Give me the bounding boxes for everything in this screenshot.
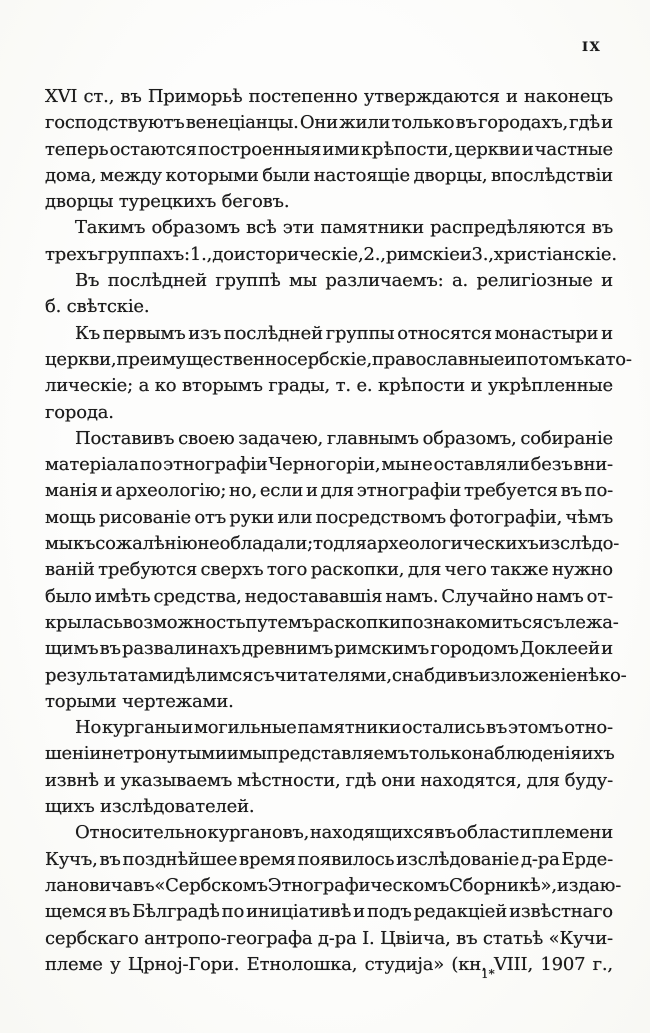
word: ст.,	[83, 86, 115, 107]
word: указываемъ	[120, 769, 233, 791]
word: для	[526, 769, 560, 791]
word: Кучъ,	[45, 848, 98, 870]
word: эти	[282, 217, 315, 239]
word: гдѣ	[345, 769, 377, 791]
word: сверхъ	[200, 559, 264, 581]
word: и	[601, 270, 613, 292]
word: Ерде-	[561, 848, 613, 870]
word: монастыри	[494, 322, 599, 344]
word: только	[409, 743, 472, 765]
text-line	[45, 663, 627, 689]
page-number: IX	[582, 40, 602, 55]
word: не	[197, 533, 220, 555]
word: въ	[485, 717, 508, 739]
word: ими	[322, 138, 360, 160]
word: крылась	[45, 611, 123, 633]
word: вни-	[573, 454, 613, 476]
word: Такимъ	[75, 217, 146, 239]
word: древнимъ	[241, 638, 334, 660]
text-line: дворцы турецкихъ беговъ.	[45, 191, 290, 213]
word: а	[138, 375, 150, 397]
word: лановича	[45, 874, 134, 896]
word: церкви,	[45, 348, 117, 370]
word: мѣстности,	[237, 769, 341, 791]
word: христіанскіе.	[493, 243, 617, 265]
word: Црној-Гори.	[127, 953, 240, 975]
word: этомъ	[508, 717, 564, 739]
word: ко	[154, 375, 177, 397]
word: изложеніе	[478, 664, 577, 686]
word: памятники	[320, 217, 424, 239]
word: церкви	[454, 138, 521, 160]
word: построенныя	[197, 138, 322, 160]
text-line	[45, 584, 613, 610]
word: венеціанцы.	[185, 112, 299, 134]
word: образомъ,	[422, 427, 517, 449]
word: путемъ	[245, 611, 313, 633]
word: нужно	[551, 559, 613, 581]
text-line	[45, 952, 613, 978]
word: и	[103, 769, 116, 791]
word: памятники	[297, 717, 401, 739]
word: вторымъ	[181, 375, 263, 397]
word: гдѣ	[569, 112, 600, 134]
word: къ	[72, 533, 96, 555]
word: изъ	[188, 322, 221, 344]
word: въ	[455, 112, 477, 134]
word: иниціативѣ	[246, 901, 352, 923]
word: племе	[45, 953, 103, 975]
word: Цвіича,	[380, 927, 451, 949]
word: недостававшія	[244, 585, 383, 607]
word: этнографіи	[356, 480, 462, 502]
word: послѣдней	[223, 322, 323, 344]
text-line: щихъ изслѣдователей.	[45, 796, 255, 818]
word: могильные	[193, 717, 297, 739]
word: Относительно	[75, 822, 207, 844]
word: и	[504, 348, 517, 370]
word: укрѣпленные	[487, 375, 613, 397]
word: племени	[531, 822, 613, 844]
word: религіозные	[476, 270, 593, 292]
word: матеріала	[45, 454, 139, 476]
word: всѣ	[246, 217, 277, 239]
word: православные	[372, 348, 505, 370]
word: и	[470, 375, 483, 397]
word: задачею,	[238, 427, 323, 449]
word: чего	[444, 559, 487, 581]
word: курганы	[101, 717, 181, 739]
word: намъ.	[385, 585, 439, 607]
word: развалинахъ	[122, 638, 241, 660]
word: студија»	[364, 953, 445, 975]
word: въ	[108, 901, 131, 923]
word: они	[381, 769, 416, 791]
text-line	[45, 452, 613, 478]
word: находящихся	[309, 822, 435, 844]
word: е.	[356, 375, 373, 397]
word: собираніе	[520, 427, 613, 449]
word: утверждаются	[363, 86, 500, 107]
word: и	[521, 138, 534, 160]
word: г.,	[592, 953, 613, 975]
word: Но	[75, 717, 102, 739]
word: 1907	[540, 953, 586, 975]
word: Доклеей	[519, 638, 600, 660]
word: XVI	[45, 86, 78, 107]
word: дома,	[45, 164, 97, 186]
word: и	[459, 243, 472, 265]
word: своею	[178, 427, 235, 449]
word: римскимъ	[334, 638, 429, 660]
word: представляемъ	[266, 743, 409, 765]
text-line	[45, 505, 613, 531]
word: нетронутыми	[101, 743, 227, 765]
word: крѣпости	[378, 375, 465, 397]
word: като-	[583, 348, 632, 370]
word: и	[601, 322, 613, 344]
word: въ	[99, 848, 121, 870]
word: только	[391, 112, 455, 134]
word: результатами	[45, 664, 174, 686]
word: группѣ	[215, 270, 281, 292]
word: снабдивъ	[391, 664, 479, 686]
word: мы	[45, 533, 73, 555]
word: фотографіи,	[449, 506, 563, 528]
word: изслѣдованіе	[396, 848, 520, 870]
word: І.	[362, 927, 375, 949]
word: по	[221, 901, 245, 923]
word: настоящіе	[313, 164, 410, 186]
word: Етнолошка,	[246, 953, 358, 975]
word: того	[266, 559, 308, 581]
word: также	[490, 559, 549, 581]
word: дѣлимся	[173, 664, 254, 686]
word: д-ра	[521, 848, 560, 870]
word: мощь	[45, 506, 96, 528]
word: сожалѣнію	[95, 533, 198, 555]
word: съ	[253, 664, 275, 686]
word: находятся,	[420, 769, 522, 791]
word: т.	[335, 375, 351, 397]
word: и	[601, 112, 613, 134]
word: дворцы,	[413, 164, 488, 186]
word: буду-	[564, 769, 613, 791]
word: относятся	[397, 322, 492, 344]
word: для	[407, 559, 442, 581]
word: сербскаго	[45, 927, 139, 949]
text-line	[45, 741, 613, 767]
word: въ	[560, 480, 582, 502]
text-line	[45, 347, 632, 373]
word: но,	[229, 480, 257, 502]
word: мы	[238, 743, 267, 765]
word: господствуютъ	[45, 112, 185, 134]
word: посредствомъ	[315, 506, 446, 528]
word: ваній	[45, 559, 95, 581]
word: Бѣлградѣ	[132, 901, 220, 923]
word: не	[410, 454, 433, 476]
signature-mark: 1*	[481, 967, 495, 981]
word: теперь	[45, 138, 109, 160]
word: кургановъ,	[207, 822, 310, 844]
text-line	[45, 531, 620, 557]
word: нѣко-	[576, 664, 627, 686]
text-line	[45, 926, 613, 952]
word: археологическихъ	[366, 533, 539, 555]
word: для	[320, 480, 354, 502]
word: Въ	[75, 270, 100, 292]
word: археологію;	[115, 480, 227, 502]
word: послѣдней	[107, 270, 207, 292]
text-line	[45, 847, 613, 873]
word: съ	[543, 611, 565, 633]
word: доисторическіе,	[212, 243, 364, 265]
word: для	[333, 533, 367, 555]
word: (кн.	[451, 953, 487, 975]
word: и	[353, 901, 365, 923]
word: и	[601, 638, 613, 660]
text-line	[45, 610, 619, 636]
text-line: б. свѣтскіе.	[45, 296, 150, 318]
word: жили	[339, 112, 391, 134]
word: издаю-	[556, 874, 622, 896]
word: Сборникѣ»,	[449, 874, 557, 896]
text-line	[45, 242, 617, 268]
word: если	[259, 480, 304, 502]
text-line	[45, 636, 613, 662]
text-line	[45, 873, 622, 899]
word: читателями,	[274, 664, 392, 686]
word: наконецъ	[524, 86, 613, 107]
word: Черногоріи,	[268, 454, 381, 476]
text-line: торыми чертежами.	[45, 690, 234, 712]
word: въ	[120, 86, 142, 107]
word: у	[110, 953, 121, 975]
word: постепенно	[248, 86, 358, 107]
word: раскопки	[312, 611, 401, 633]
word: наблюденія	[471, 743, 582, 765]
word: д-ра	[317, 927, 357, 949]
word: этнографіи	[163, 454, 268, 476]
text-line	[45, 215, 613, 241]
word: образомъ	[151, 217, 240, 239]
word: въ	[434, 822, 456, 844]
word: Приморьѣ	[147, 86, 243, 107]
text-line	[45, 373, 613, 399]
word: редакціей	[413, 901, 508, 923]
word: ихъ	[581, 743, 615, 765]
word: и	[100, 480, 113, 502]
word: различаемъ:	[325, 270, 444, 292]
word: извѣстнаго	[509, 901, 613, 923]
word: щимъ	[45, 638, 99, 660]
word: намъ	[536, 585, 584, 607]
text-line	[45, 321, 613, 347]
word: раскопки,	[310, 559, 405, 581]
word: лическіе;	[45, 375, 133, 397]
word: обладали;	[219, 533, 313, 555]
word: шеніи	[45, 743, 102, 765]
word: въ	[456, 927, 478, 949]
word: мы	[381, 454, 410, 476]
word: Поставивъ	[75, 427, 175, 449]
word: антропо-географа	[144, 927, 313, 949]
word: области	[456, 822, 532, 844]
word: 1.,	[189, 243, 213, 265]
word: первымъ	[102, 322, 186, 344]
word: безъ	[530, 454, 573, 476]
word: въ	[133, 874, 155, 896]
word: группы	[325, 322, 395, 344]
word: отъ	[194, 506, 226, 528]
word: было	[45, 585, 92, 607]
word: или	[277, 506, 313, 528]
word: 3.,	[471, 243, 494, 265]
word: «Кучи-	[548, 927, 613, 949]
word: по-	[584, 480, 613, 502]
word: между	[99, 164, 162, 186]
word: и	[226, 743, 239, 765]
word: распредѣляются	[430, 217, 586, 239]
word: главнымъ	[326, 427, 419, 449]
word: рисованіе	[99, 506, 191, 528]
word: возможность	[122, 611, 246, 633]
word: манія	[45, 480, 98, 502]
word: статьѣ	[482, 927, 544, 949]
word: изслѣдо-	[538, 533, 620, 555]
word: появилось	[297, 848, 395, 870]
word: и	[505, 86, 518, 107]
word: лежа-	[564, 611, 619, 633]
word: Они	[299, 112, 338, 134]
word: частные	[534, 138, 613, 160]
word: которыми	[165, 164, 259, 186]
text-line	[45, 557, 613, 583]
word: трехъ	[45, 243, 98, 265]
word: группахъ:	[97, 243, 190, 265]
text-line	[45, 84, 613, 110]
text-line	[45, 268, 613, 294]
word: щемся	[45, 901, 107, 923]
word: средства,	[153, 585, 242, 607]
text-line	[45, 899, 613, 925]
word: требуются	[98, 559, 197, 581]
word: извнѣ	[45, 769, 99, 791]
word: сербскіе,	[287, 348, 373, 370]
word: мы	[288, 270, 317, 292]
text-block	[45, 84, 632, 978]
word: подъ	[367, 901, 412, 923]
word: то	[312, 533, 334, 555]
word: преимущественно	[116, 348, 288, 370]
text-line	[45, 478, 613, 504]
word: отно-	[564, 717, 613, 739]
word: грады,	[268, 375, 331, 397]
word: остались	[401, 717, 486, 739]
word: впослѣдствіи	[490, 164, 613, 186]
word: римскіе	[385, 243, 460, 265]
word: руки	[229, 506, 274, 528]
word: время	[239, 848, 296, 870]
word: 2.,	[363, 243, 386, 265]
word: остаются	[109, 138, 197, 160]
word: а.	[451, 270, 468, 292]
word: чѣмъ	[565, 506, 613, 528]
word: крѣпости,	[361, 138, 454, 160]
text-line: города.	[45, 401, 114, 423]
word: позднѣйшее	[122, 848, 238, 870]
word: потомъ	[516, 348, 584, 370]
text-line	[45, 715, 613, 741]
word: VIII,	[493, 953, 533, 975]
text-line	[45, 768, 613, 794]
word: познакомиться	[400, 611, 544, 633]
word: Къ	[75, 322, 100, 344]
text-line	[45, 137, 613, 163]
word: от-	[586, 585, 613, 607]
word: по	[139, 454, 163, 476]
word: и	[181, 717, 194, 739]
word: оставляли	[433, 454, 530, 476]
word: въ	[591, 217, 613, 239]
word: Случайно	[441, 585, 534, 607]
word: Этнографическомъ	[267, 874, 450, 896]
word: городахъ,	[478, 112, 568, 134]
word: въ	[99, 638, 121, 660]
word: были	[262, 164, 311, 186]
word: городомъ	[430, 638, 519, 660]
text-line	[45, 163, 613, 189]
word: «Сербскомъ	[154, 874, 268, 896]
text-line	[45, 110, 613, 136]
word: требуется	[464, 480, 558, 502]
text-line	[45, 426, 613, 452]
word: имѣть	[94, 585, 151, 607]
word: и	[306, 480, 318, 502]
text-line	[45, 820, 613, 846]
